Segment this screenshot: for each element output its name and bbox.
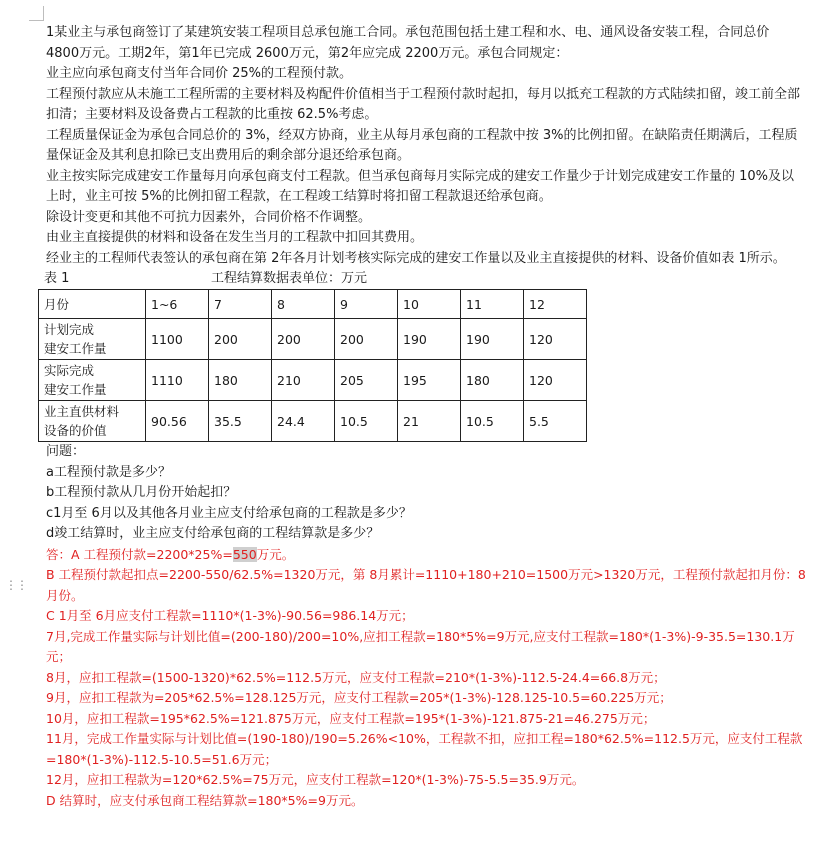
- row-label-line: 设备的价值: [44, 423, 107, 438]
- row-label-cell: [39, 401, 146, 442]
- table-cell: 10.5: [461, 401, 524, 442]
- problem-paragraph: 工程预付款应从未施工工程所需的主要材料及构配件价值相当于工程预付款时起扣，每月以抵充工程款的方式陆续扣留，竣工前全部扣清；主要材料及设备费占工程款的比重按 62.5%考虑。: [46, 86, 801, 122]
- table-cell: 90.56: [146, 401, 209, 442]
- table-cell: 190: [461, 319, 524, 360]
- settlement-data-table: [38, 289, 587, 442]
- document-body: [46, 23, 806, 811]
- table-cell: 5.5: [524, 401, 587, 442]
- table-cell: 120: [524, 360, 587, 401]
- answer-month-12: 12月，应扣工程款为=120*62.5%=75万元，应支付工程款=120*(1-3%)-75-5.5=35.9万元。: [46, 772, 585, 787]
- table-number: 表 1: [44, 271, 70, 286]
- table-cell: 180: [209, 360, 272, 401]
- drag-handle-icon[interactable]: ⋮⋮: [5, 578, 27, 592]
- table-cell: 210: [272, 360, 335, 401]
- row-label-cell: [39, 319, 146, 360]
- table-cell: 200: [272, 319, 335, 360]
- question-item: a工程预付款是多少？: [46, 464, 171, 480]
- table-header-row: [39, 290, 587, 319]
- table-cell: 1110: [146, 360, 209, 401]
- row-label-line: 业主直供材料: [44, 404, 120, 419]
- row-label-cell: [39, 360, 146, 401]
- problem-paragraph: 经业主的工程师代表签认的承包商在第 2年各月计划考核实际完成的建安工作量以及业主直接提供的材料、设备价值如表 1所示。: [46, 250, 786, 266]
- table-cell: 180: [461, 360, 524, 401]
- table-cell: 195: [398, 360, 461, 401]
- problem-paragraph: 业主按实际完成建安工作量每月向承包商支付工程款。但当承包商每月实际完成的建安工作量少于计划完成建安工作量的 10%及以上时，业主可按 5%的比例扣留工程款，在工程竣工结算时将扣留工程款退还给承包商。: [46, 168, 795, 204]
- answer-month-8: 8月，应扣工程款=(1500-1320)*62.5%=112.5万元，应支付工程款=210*(1-3%)-112.5-24.4=66.8万元；: [46, 669, 666, 685]
- table-title: 工程结算数据表单位：万元: [211, 271, 368, 286]
- table-header-cell: 10: [398, 290, 461, 319]
- question-item: b工程预付款从几月份开始起扣？: [46, 485, 237, 500]
- table-header-cell: 月份: [39, 290, 146, 319]
- answer-text: 答：A 工程预付款=2200*25%=: [46, 546, 233, 562]
- answer-month-7: 7月,完成工作量实际与计划比值=(200-180)/200=10%,应扣工程款=180*5%=9万元,应支付工程款=180*(1-3%)-9-35.5=130.1万元；: [46, 628, 795, 664]
- question-item: d竣工结算时，业主应支付给承包商的工程结算款是多少？: [46, 526, 380, 541]
- table-cell: 205: [335, 360, 398, 401]
- answer-month-10: 10月，应扣工程款=195*62.5%=121.875万元，应支付工程款=195*(1-3%)-121.875-21=46.275万元；: [46, 710, 656, 726]
- row-label-line: 建安工作量: [44, 341, 107, 356]
- table-cell: 10.5: [335, 401, 398, 442]
- table-cell: 1100: [146, 319, 209, 360]
- table-header-cell: 8: [272, 290, 335, 319]
- problem-paragraph: 工程质量保证金为承包合同总价的 3%，经双方协商，业主从每月承包商的工程款中按 3%的比例扣留。在缺陷责任期满后，工程质量保证金及其利息扣除已支出费用后的剩余部分退还给承包商。: [46, 127, 798, 163]
- answer-d: D 结算时，应支付承包商工程结算款=180*5%=9万元。: [46, 792, 364, 808]
- problem-paragraph: 1某业主与承包商签订了某建筑安装工程项目总承包施工合同。承包范围包括土建工程和水、电、通风设备安装工程，合同总价 4800万元。工期2年，第1年已完成 2600万元，第2年应完成 2200万元。承包合同规定：: [46, 25, 770, 61]
- table-caption: [46, 269, 806, 289]
- table-cell: 35.5: [209, 401, 272, 442]
- table-row: [39, 360, 587, 401]
- questions-heading: 问题：: [46, 444, 86, 459]
- table-cell: 200: [209, 319, 272, 360]
- row-label-line: 实际完成: [44, 363, 95, 378]
- table-cell: 200: [335, 319, 398, 360]
- table-row: [39, 401, 587, 442]
- table-cell: 24.4: [272, 401, 335, 442]
- row-label-line: 计划完成: [44, 322, 95, 337]
- answer-c: C 1月至 6月应支付工程款=1110*(1-3%)-90.56=986.14万元；: [46, 608, 414, 623]
- answer-month-11: 11月，完成工作量实际与计划比值=(190-180)/190=5.26%<10%，工程款不扣，应扣工程=180*62.5%=112.5万元，应支付工程款=180*(1-3%)-112.5-10.5=51.6万元；: [46, 731, 803, 767]
- table-header-cell: 12: [524, 290, 587, 319]
- row-label-line: 建安工作量: [44, 382, 107, 397]
- table-row: [39, 319, 587, 360]
- answer-a: [46, 545, 806, 566]
- table-header-cell: 7: [209, 290, 272, 319]
- question-item: c1月至 6月以及其他各月业主应支付给承包商的工程款是多少？: [46, 505, 412, 521]
- highlighted-value: 550: [232, 546, 257, 562]
- table-cell: 21: [398, 401, 461, 442]
- problem-paragraph: 业主应向承包商支付当年合同价 25%的工程预付款。: [46, 66, 353, 81]
- table-header-cell: 9: [335, 290, 398, 319]
- table-cell: 120: [524, 319, 587, 360]
- answer-text: 万元。: [256, 546, 295, 562]
- answer-month-9: 9月，应扣工程款为=205*62.5%=128.125万元，应支付工程款=205*(1-3%)-128.125-10.5=60.225万元；: [46, 690, 672, 705]
- table-cell: 190: [398, 319, 461, 360]
- answer-b: B 工程预付款起扣点=2200-550/62.5%=1320万元，第 8月累计=1110+180+210=1500万元>1320万元，工程预付款起扣月份：8月份。: [46, 567, 806, 603]
- table-header-cell: 1~6: [146, 290, 209, 319]
- problem-paragraph: 由业主直接提供的材料和设备在发生当月的工程款中扣回其费用。: [46, 230, 424, 245]
- problem-paragraph: 除设计变更和其他不可抗力因素外，合同价格不作调整。: [46, 209, 372, 225]
- table-header-cell: 11: [461, 290, 524, 319]
- page-corner-marker: [29, 6, 44, 21]
